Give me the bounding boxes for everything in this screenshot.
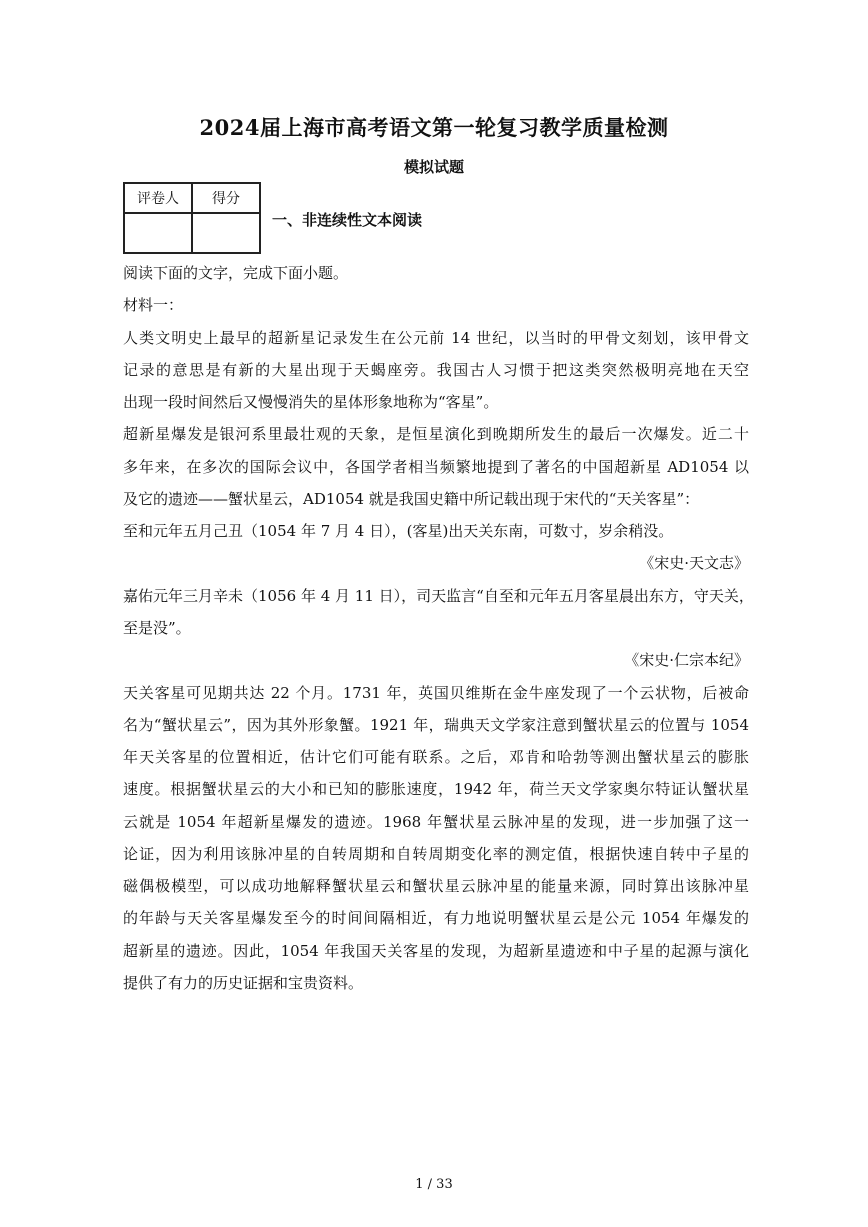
quotation-line: 嘉佑元年三月辛未（1056 年 4 月 11 日），司天监言“自至和元年五月客星晨出东方，守天关， xyxy=(123,587,754,605)
score-table xyxy=(123,182,261,254)
instruction-line: 阅读下面的文字，完成下面小题。 xyxy=(123,264,349,282)
passage-line: 超新星的遗迹。因此，1054 年我国天关客星的发现，为超新星遗迹和中子星的起源与演化 xyxy=(123,942,749,960)
passage-line: 论证，因为利用该脉冲星的自转周期和自转周期变化率的测定值，根据快速自转中子星的 xyxy=(123,845,749,863)
passage-line: 提供了有力的历史证据和宝贵资料。 xyxy=(123,974,364,992)
passage-line: 的年龄与天关客星爆发至今的时间间隔相近，有力地说明蟹状星云是公元 1054 年爆发的 xyxy=(123,909,749,927)
quotation-line: 至是没”。 xyxy=(123,619,191,637)
page-title: 2024届上海市高考语文第一轮复习教学质量检测 xyxy=(199,115,669,140)
passage-line: 人类文明史上最早的超新星记录发生在公元前 14 世纪，以当时的甲骨文刻划，该甲骨文 xyxy=(123,329,749,347)
passage-line: 云就是 1054 年超新星爆发的遗迹。1968 年蟹状星云脉冲星的发现，进一步加强了这一 xyxy=(123,813,749,831)
page-subtitle: 模拟试题 xyxy=(403,158,464,176)
passage-line: 出现一段时间然后又慢慢消失的星体形象地称为“客星”。 xyxy=(123,393,499,411)
passage-line: 记录的意思是有新的大星出现于天蝎座旁。我国古人习惯于把这类突然极明亮地在天空 xyxy=(123,361,749,379)
quotation-line: 至和元年五月己丑（1054 年 7 月 4 日），(客星)出天关东南，可数寸，岁余稍没。 xyxy=(123,522,674,540)
grader-header: 评卷人 xyxy=(124,183,192,213)
passage-line: 速度。根据蟹状星云的大小和已知的膨胀速度，1942 年，荷兰天文学家奥尔特证认蟹状星 xyxy=(123,780,749,798)
grader-cell xyxy=(124,213,192,253)
passage-line: 及它的遗迹——蟹状星云，AD1054 就是我国史籍中所记载出现于宋代的“天关客星”： xyxy=(123,490,700,508)
passage-line: 名为“蟹状星云”，因为其外形象蟹。1921 年，瑞典天文学家注意到蟹状星云的位置与 1054 xyxy=(123,716,749,734)
section-heading: 一、非连续性文本阅读 xyxy=(272,211,423,229)
passage-line: 多年来，在多次的国际会议中，各国学者相当频繁地提到了著名的中国超新星 AD1054 以 xyxy=(123,458,749,476)
score-header: 得分 xyxy=(192,183,260,213)
passage-line: 超新星爆发是银河系里最壮观的天象，是恒星演化到晚期所发生的最后一次爆发。近二十 xyxy=(123,425,749,443)
material-label: 材料一： xyxy=(123,296,184,314)
citation: 《宋史·天文志》 xyxy=(639,554,749,572)
citation: 《宋史·仁宗本纪》 xyxy=(624,651,749,669)
score-cell xyxy=(192,213,260,253)
passage-line: 磁偶极模型，可以成功地解释蟹状星云和蟹状星云脉冲星的能量来源，同时算出该脉冲星 xyxy=(123,877,749,895)
page-number: 1 / 33 xyxy=(415,1177,453,1192)
passage-line: 天关客星可见期共达 22 个月。1731 年，英国贝维斯在金牛座发现了一个云状物，后被命 xyxy=(123,684,749,702)
passage-line: 年天关客星的位置相近，估计它们可能有联系。之后，邓肯和哈勃等测出蟹状星云的膨胀 xyxy=(123,748,749,766)
